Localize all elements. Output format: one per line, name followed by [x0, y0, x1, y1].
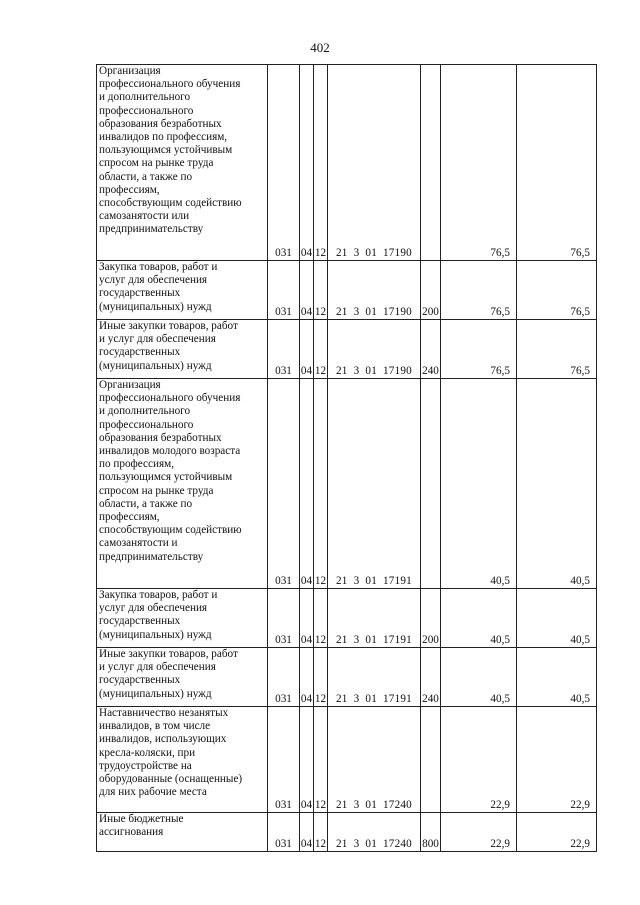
amount-cell-2: 40,5 — [517, 589, 597, 648]
code-segment: 3 — [353, 246, 360, 259]
code-segment: 3 — [353, 574, 360, 587]
amount-cell-2: 22,9 — [517, 707, 597, 813]
ministry-code-cell: 031 — [268, 813, 300, 852]
code-segment: 17190 — [383, 305, 412, 318]
target-article-code-cell — [328, 648, 421, 707]
section-cell: 04 — [300, 320, 314, 379]
expense-type-cell: 200 — [421, 589, 441, 648]
row-name-cell: Иные закупки товаров, работ и услуг для обеспечения государственных (муниципальных) нужд — [97, 648, 268, 707]
target-article-code-cell — [328, 65, 421, 261]
target-article-code-cell — [328, 261, 421, 320]
ministry-code-cell: 031 — [268, 320, 300, 379]
code-segment: 3 — [353, 837, 360, 850]
code-segment: 01 — [365, 574, 377, 587]
code-segment: 01 — [365, 246, 377, 259]
row-name-cell: Организация профессионального обучения и дополнительного профессионального образования безработных инвалидов по профессиям, пользующимся устойчивым спросом на рынке труда области, а также по профессиям, способствующим содействию самозанятости или предпринимательству — [97, 65, 268, 261]
expense-type-cell: 200 — [421, 261, 441, 320]
amount-cell-1: 76,5 — [441, 320, 517, 379]
amount-cell-1: 40,5 — [441, 589, 517, 648]
page-number: 402 — [310, 40, 330, 55]
amount-cell-2: 76,5 — [517, 65, 597, 261]
amount-cell-2: 40,5 — [517, 648, 597, 707]
code-segment: 21 — [336, 246, 348, 259]
target-article-code-cell — [328, 813, 421, 852]
amount-cell-1: 40,5 — [441, 379, 517, 589]
subsection-cell: 12 — [314, 813, 328, 852]
amount-cell-1: 76,5 — [441, 261, 517, 320]
subsection-cell: 12 — [314, 648, 328, 707]
target-article-code-cell — [328, 379, 421, 589]
amount-cell-1: 40,5 — [441, 648, 517, 707]
row-name-cell: Закупка товаров, работ и услуг для обеспечения государственных (муниципальных) нужд — [97, 261, 268, 320]
table-row — [97, 648, 597, 707]
expense-type-cell: 240 — [421, 320, 441, 379]
subsection-cell: 12 — [314, 589, 328, 648]
amount-cell-1: 76,5 — [441, 65, 517, 261]
row-name-cell: Иные закупки товаров, работ и услуг для обеспечения государственных (муниципальных) нужд — [97, 320, 268, 379]
code-segment: 17191 — [383, 692, 412, 705]
section-cell: 04 — [300, 261, 314, 320]
subsection-cell: 12 — [314, 320, 328, 379]
subsection-cell: 12 — [314, 65, 328, 261]
table-row — [97, 261, 597, 320]
expense-type-cell — [421, 379, 441, 589]
code-segment: 17190 — [383, 364, 412, 377]
target-article-code-cell — [328, 707, 421, 813]
section-cell: 04 — [300, 589, 314, 648]
table-row — [97, 707, 597, 813]
code-segment: 21 — [336, 574, 348, 587]
ministry-code-cell: 031 — [268, 261, 300, 320]
code-segment: 21 — [336, 364, 348, 377]
ministry-code-cell: 031 — [268, 65, 300, 261]
code-segment: 3 — [353, 364, 360, 377]
ministry-code-cell: 031 — [268, 648, 300, 707]
code-segment: 17191 — [383, 633, 412, 646]
code-segment: 21 — [336, 692, 348, 705]
code-segment: 3 — [353, 798, 360, 811]
code-segment: 3 — [353, 305, 360, 318]
subsection-cell: 12 — [314, 379, 328, 589]
ministry-code-cell: 031 — [268, 589, 300, 648]
section-cell: 04 — [300, 648, 314, 707]
budget-table — [96, 64, 597, 852]
amount-cell-2: 76,5 — [517, 261, 597, 320]
code-segment: 17190 — [383, 246, 412, 259]
code-segment: 01 — [365, 798, 377, 811]
code-segment: 3 — [353, 633, 360, 646]
table-row — [97, 320, 597, 379]
target-article-code-cell — [328, 589, 421, 648]
row-name-cell: Закупка товаров, работ и услуг для обеспечения государственных (муниципальных) нужд — [97, 589, 268, 648]
section-cell: 04 — [300, 65, 314, 261]
section-cell: 04 — [300, 379, 314, 589]
code-segment: 01 — [365, 633, 377, 646]
row-name-cell: Иные бюджетные ассигнования — [97, 813, 268, 852]
amount-cell-2: 40,5 — [517, 379, 597, 589]
ministry-code-cell: 031 — [268, 379, 300, 589]
expense-type-cell: 800 — [421, 813, 441, 852]
row-name-cell: Наставничество незанятых инвалидов, в том числе инвалидов, использующих кресла-коляски, при трудоустройстве на оборудованные (оснащенные) для них рабочие места — [97, 707, 268, 813]
table-body — [97, 65, 597, 852]
table-row — [97, 813, 597, 852]
amount-cell-2: 22,9 — [517, 813, 597, 852]
code-segment: 21 — [336, 798, 348, 811]
table-row — [97, 379, 597, 589]
section-cell: 04 — [300, 707, 314, 813]
code-segment: 01 — [365, 305, 377, 318]
ministry-code-cell: 031 — [268, 707, 300, 813]
amount-cell-1: 22,9 — [441, 707, 517, 813]
code-segment: 21 — [336, 305, 348, 318]
expense-type-cell: 240 — [421, 648, 441, 707]
code-segment: 3 — [353, 692, 360, 705]
code-segment: 21 — [336, 633, 348, 646]
expense-type-cell — [421, 707, 441, 813]
code-segment: 01 — [365, 364, 377, 377]
amount-cell-2: 76,5 — [517, 320, 597, 379]
code-segment: 21 — [336, 837, 348, 850]
code-segment: 17191 — [383, 574, 412, 587]
expense-type-cell — [421, 65, 441, 261]
code-segment: 01 — [365, 692, 377, 705]
target-article-code-cell — [328, 320, 421, 379]
table-row — [97, 589, 597, 648]
code-segment: 17240 — [383, 837, 412, 850]
subsection-cell: 12 — [314, 707, 328, 813]
code-segment: 17240 — [383, 798, 412, 811]
table-row — [97, 65, 597, 261]
code-segment: 01 — [365, 837, 377, 850]
section-cell: 04 — [300, 813, 314, 852]
row-name-cell: Организация профессионального обучения и дополнительного профессионального образования безработных инвалидов молодого возраста по профессиям, пользующимся устойчивым спросом на рынке труда области, а также по профессиям, способствующим содействию самозанятости и предпринимательству — [97, 379, 268, 589]
subsection-cell: 12 — [314, 261, 328, 320]
amount-cell-1: 22,9 — [441, 813, 517, 852]
